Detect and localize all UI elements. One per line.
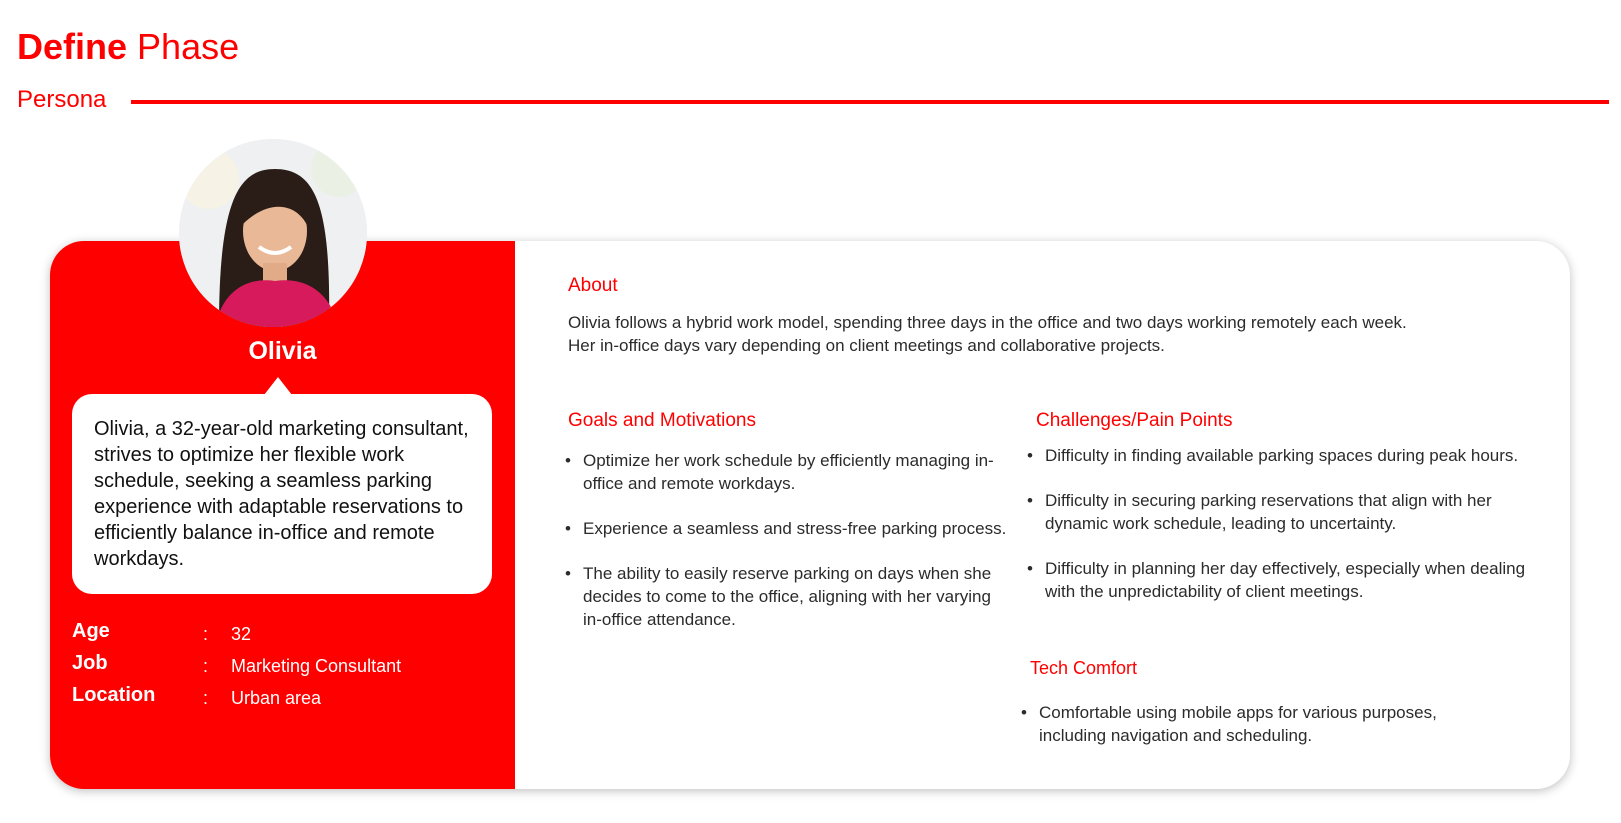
- list-item: • Comfortable using mobile apps for various purposes, including navigation and scheduling.: [1021, 701, 1481, 747]
- about-heading: About: [568, 275, 618, 296]
- section-subtitle: Persona: [17, 86, 107, 113]
- detail-colon: :: [203, 656, 209, 676]
- list-item: • Optimize her work schedule by efficiently managing in-office and remote workdays.: [565, 449, 1010, 495]
- challenges-heading: Challenges/Pain Points: [1036, 410, 1233, 431]
- persona-summary: Olivia, a 32-year-old marketing consultant, strives to optimize her flexible work schedule, seeking a seamless parking experience with adaptable reservations to efficiently balance in-office and remote workdays.: [94, 418, 469, 570]
- detail-value: Marketing Consultant: [231, 656, 402, 676]
- detail-label: Job: [72, 652, 108, 674]
- title-bold: Define: [17, 26, 128, 67]
- detail-value: Urban area: [231, 688, 322, 708]
- list-item: • Difficulty in finding available parking spaces during peak hours.: [1027, 444, 1559, 467]
- persona-summary-bubble: [72, 394, 492, 594]
- detail-colon: :: [203, 624, 209, 644]
- goals-list: [565, 449, 1010, 653]
- goals-heading: Goals and Motivations: [568, 410, 756, 431]
- list-item: • The ability to easily reserve parking on days when she decides to come to the office, aligning with her varying in-office attendance.: [565, 562, 1010, 631]
- about-line-1: Olivia follows a hybrid work model, spending three days in the office and two days working remotely each week.: [568, 313, 1407, 332]
- tech-heading: Tech Comfort: [1030, 658, 1138, 678]
- title-rest: Phase: [137, 26, 240, 67]
- list-item: • Difficulty in securing parking reservations that align with her dynamic work schedule, leading to uncertainty.: [1027, 489, 1559, 535]
- persona-name: Olivia: [248, 337, 317, 365]
- list-item: • Experience a seamless and stress-free parking process.: [565, 517, 1010, 540]
- detail-colon: :: [203, 688, 209, 708]
- header-divider: [131, 100, 1609, 104]
- detail-label: Location: [72, 684, 156, 706]
- page-title: [17, 26, 239, 68]
- tech-list: [1021, 701, 1481, 769]
- challenges-list: [1027, 444, 1559, 625]
- list-item: • Difficulty in planning her day effectively, especially when dealing with the unpredictability of client meetings.: [1027, 557, 1559, 603]
- persona-avatar: [179, 139, 367, 327]
- detail-value: 32: [231, 624, 252, 644]
- about-line-2: Her in-office days vary depending on client meetings and collaborative projects.: [568, 336, 1165, 355]
- bubble-pointer: [264, 377, 292, 395]
- detail-label: Age: [72, 620, 110, 642]
